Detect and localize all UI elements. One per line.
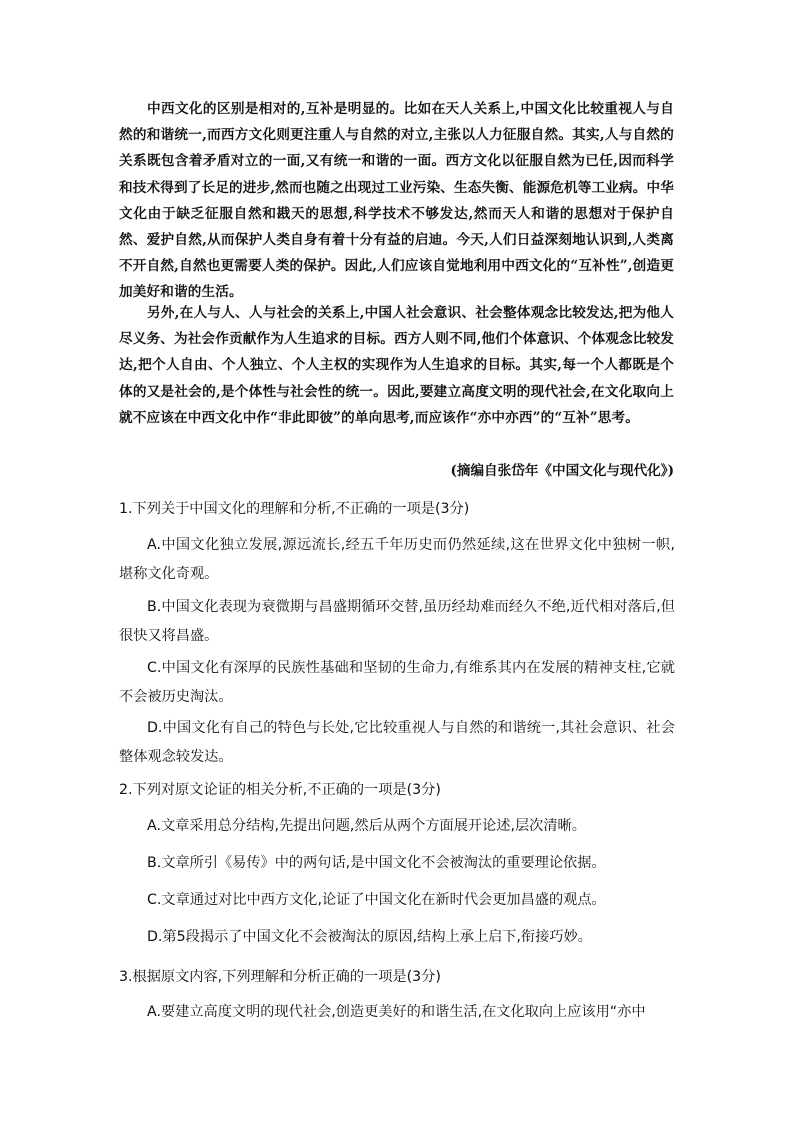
passage-paragraph-1: 中西文化的区别是相对的,互补是明显的。比如在天人关系上,中国文化比较重视人与自然的和谐统一,而西方文化则更注重人与自然的对立,主张以人力征服自然。其实,人与自然的关系既包含着矛盾对立的一面,又有统一和谐的一面。西方文化以征服自然为已任,因而科学和技术得到了长足的进步,然而也随之出现过工业污染、生态失衡、能源危机等工业病。中华文化由于缺乏征服自然和戡天的思想,科学技术不够发达,然而天人和谐的思想对于保护自然、爱护自然,从而保护人类自身有着十分有益的启迪。今天,人们日益深刻地认识到,人类离不开自然,自然也更需要人类的保护。因此,人们应该自觉地利用中西文化的“互补性”,创造更加美好和谐的生活。	[119, 101, 674, 301]
question-3-option-a: A.要建立高度文明的现代社会,创造更美好的和谐生活,在文化取向上应该用“亦中	[147, 1004, 646, 1020]
question-2-option-a: A.文章采用总分结构,先提出问题,然后从两个方面展开论述,层次清晰。	[147, 818, 586, 834]
passage-paragraph-2: 另外,在人与人、人与社会的关系上,中国人社会意识、社会整体观念比较发达,把为他人尽义务、为社会作贡献作为人生追求的目标。西方人则不同,他们个体意识、个体观念比较发达,把个人自由、个人独立、个人主权的实现作为人生追求的目标。其实,每一个人都既是个体的又是社会的,是个体性与社会性的统一。因此,要建立高度文明的现代社会,在文化取向上就不应该在中西文化中作“非此即彼”的单向思考,而应该作“亦中亦西”的“互补”思考。	[119, 305, 674, 426]
question-2-stem: 2.下列对原文论证的相关分析,不正确的一项是(3分)	[119, 782, 441, 798]
question-1-option-c: C.中国文化有深厚的民族性基础和坚韧的生命力,有维系其内在发展的精神支柱,它就不会被历史淘汰。	[119, 660, 675, 705]
question-1-option-a: A.中国文化独立发展,源远流长,经五千年历史而仍然延续,这在世界文化中独树一帜,堪称文化奇观。	[119, 537, 675, 582]
question-1-stem: 1.下列关于中国文化的理解和分析,不正确的一项是(3分)	[119, 501, 470, 517]
question-2-option-d: D.第5段揭示了中国文化不会被淘汰的原因,结构上承上启下,衔接巧妙。	[147, 929, 592, 945]
question-2-option-c: C.文章通过对比中西方文化,论证了中国文化在新时代会更加昌盛的观点。	[147, 892, 606, 908]
passage-source: (摘编自张岱年《中国文化与现代化》)	[450, 463, 674, 479]
question-1-option-d: D.中国文化有自己的特色与长处,它比较重视人与自然的和谐统一,其社会意识、社会整体观念较发达。	[119, 720, 675, 765]
question-2-option-b: B.文章所引《易传》中的两句话,是中国文化不会被淘汰的重要理论依据。	[147, 855, 606, 871]
question-1-option-b: B.中国文化表现为衰微期与昌盛期循环交替,虽历经劫难而经久不绝,近代相对落后,但很快又将昌盛。	[119, 599, 675, 644]
question-3-stem: 3.根据原文内容,下列理解和分析正确的一项是(3分)	[119, 969, 441, 985]
